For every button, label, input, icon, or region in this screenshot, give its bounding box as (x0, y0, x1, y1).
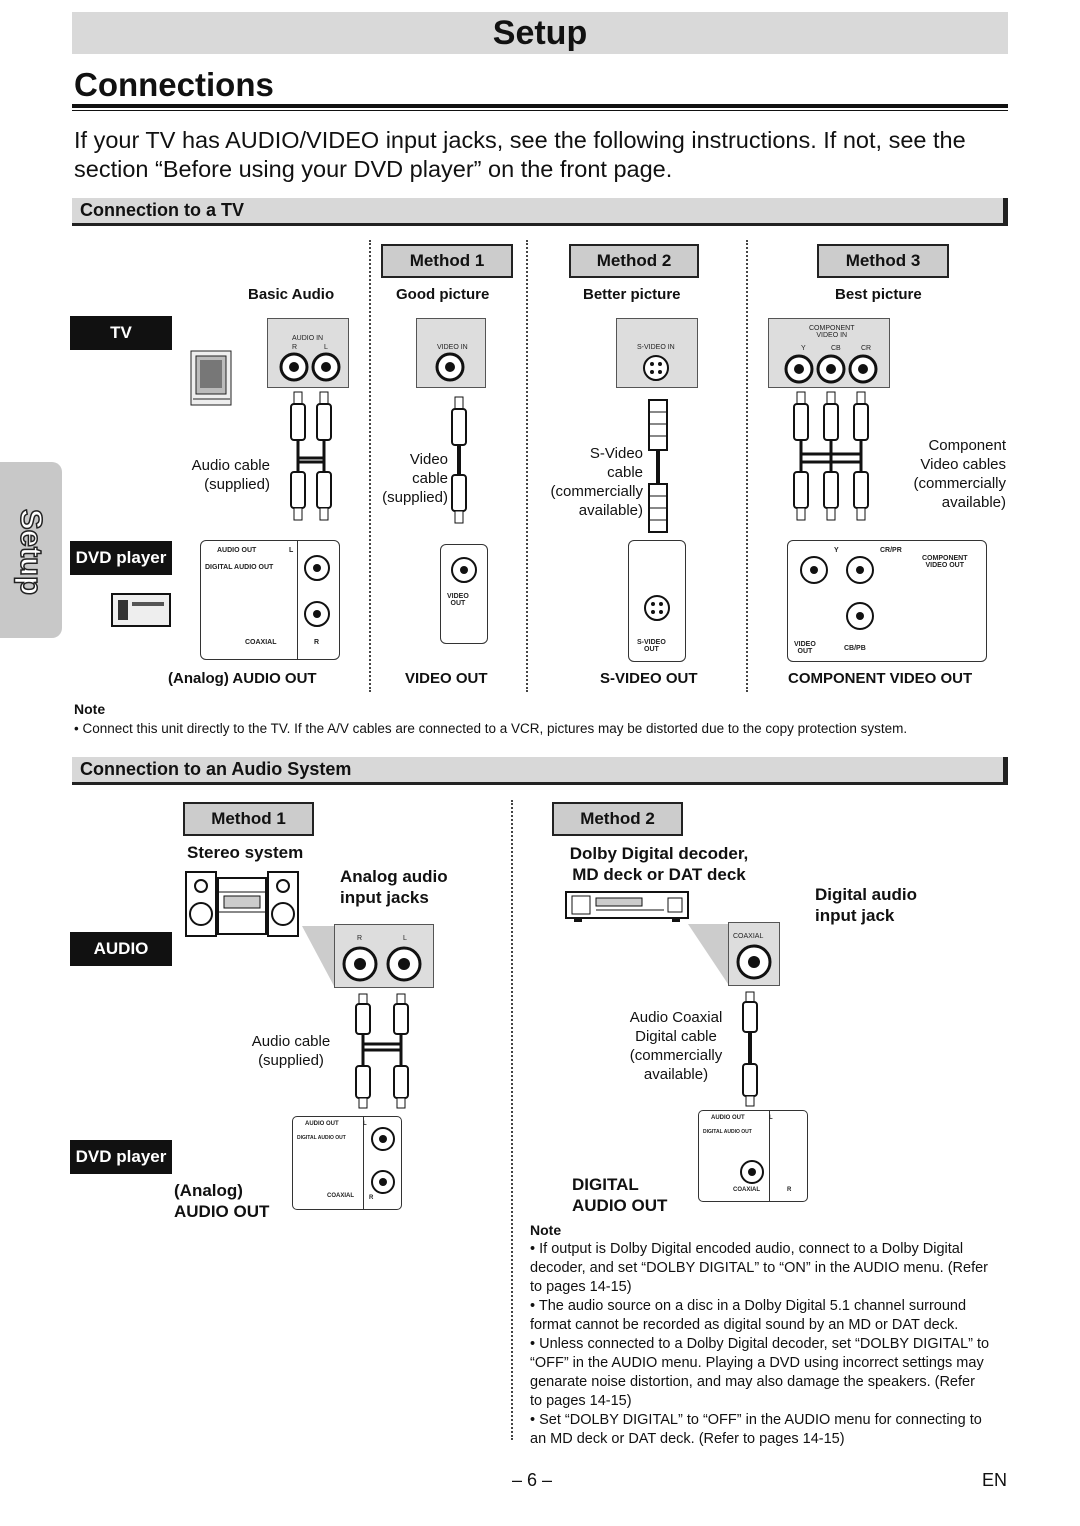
stereo-system-icon (184, 870, 300, 940)
coaxial-label: COAXIAL (733, 1187, 760, 1193)
title-rule-thin (72, 110, 1008, 111)
audio-notes (530, 1240, 990, 1449)
best-picture-label: Best picture (835, 286, 922, 303)
l-label: L (324, 344, 328, 351)
rca-jacks-icon (279, 352, 343, 382)
r-label: R (357, 935, 363, 942)
digital-audio-out-label: DIGITAL AUDIO OUT (703, 1129, 752, 1135)
section-title: Setup (492, 14, 588, 52)
tv-note: • Connect this unit directly to the TV. If the A/V cables are connected to a VCR, pictures may be distorted due to the copy protection system. (74, 721, 908, 736)
audio-note-item: • If output is Dolby Digital encoded audio, connect to a Dolby Digital decoder, and set “DOLBY DIGITAL” to “ON” in the AUDIO menu. (Refer to pages 14-15) (530, 1241, 989, 1295)
coaxial-jack-icon (734, 944, 774, 980)
language-marker: EN (982, 1470, 1008, 1490)
audio-out-label: AUDIO OUT (217, 547, 257, 554)
better-picture-label: Better picture (583, 286, 681, 303)
l-label: L (289, 547, 294, 554)
svideo-cable-label: S-Video cable (commercially available) (550, 445, 643, 519)
digital-audio-out-label-2: DIGITAL AUDIO OUT (572, 1175, 668, 1215)
component-video-out-caption: COMPONENT VIDEO OUT (788, 670, 973, 687)
page-number: – 6 – (512, 1470, 553, 1490)
r-label: R (369, 1195, 374, 1201)
audio-note-item: • The audio source on a disc in a Dolby Digital 5.1 channel surround format cannot be recorded as digital sound by an MD or DAT deck. (530, 1298, 967, 1333)
rca-jacks-icon (340, 946, 430, 982)
audio-cable-label: Audio cable (supplied) (191, 457, 270, 493)
rca-jack-icon (450, 556, 478, 584)
audio-section-heading (72, 757, 1008, 785)
component-cable-icon (788, 390, 878, 530)
side-tab (0, 462, 62, 638)
l-label: L (363, 1121, 367, 1127)
tv-device-label: TV (70, 316, 172, 350)
coaxial-label: COAXIAL (245, 639, 277, 646)
svideo-cable-icon (645, 398, 671, 538)
l-label: L (769, 1115, 773, 1121)
coaxial-out-jack-icon (738, 1158, 766, 1186)
video-in-label: VIDEO IN (437, 344, 468, 351)
method-1-label: Method 1 (381, 244, 513, 278)
component-in-label: COMPONENT VIDEO IN (809, 325, 855, 339)
audio-note-title: Note (530, 1222, 562, 1238)
audio-out-label: AUDIO OUT (711, 1115, 745, 1121)
video-out-label: VIDEO OUT (447, 593, 469, 607)
svideo-out-label: S-VIDEO OUT (637, 639, 666, 653)
svideo-in-label: S-VIDEO IN (637, 344, 675, 351)
component-jacks-icon (784, 354, 880, 384)
audio-note-item: • Unless connected to a Dolby Digital decoder, set “DOLBY DIGITAL” to “OFF” in the AUDIO menu. Playing a DVD using incorrect settings may genarate noise distortion, and may also damage the speakers. (Refer to pages 14-15) (530, 1336, 990, 1409)
analog-input-jacks-label: Analog audio input jacks (340, 867, 448, 907)
coaxial-label: COAXIAL (733, 933, 764, 940)
divider (511, 800, 513, 1440)
divider (526, 240, 528, 692)
coaxial-cable-label: Audio Coaxial Digital cable (commercially available) (629, 1009, 723, 1083)
section-banner (72, 12, 1008, 54)
page-title: Connections (74, 66, 274, 103)
analog-audio-out-label: (Analog) AUDIO OUT (168, 670, 317, 687)
intro-text: If your TV has AUDIO/VIDEO input jacks, see the following instructions. If not, see the section “Before using your DVD player” on the front page. (74, 127, 966, 182)
tv-note-title: Note (74, 701, 106, 717)
side-tab-label: Setup (14, 508, 49, 596)
audio-device-label: AUDIO (70, 932, 172, 966)
digital-audio-out-label: DIGITAL AUDIO OUT (205, 564, 274, 571)
cr-pr-label: CR/PR (880, 547, 902, 554)
svideo-jack-icon (642, 354, 670, 382)
r-label: R (787, 1187, 792, 1193)
good-picture-label: Good picture (396, 286, 490, 303)
l-label: L (403, 935, 407, 942)
video-out-label: VIDEO OUT (794, 641, 816, 655)
y-label: Y (801, 345, 806, 352)
digital-audio-out-label: DIGITAL AUDIO OUT (297, 1135, 346, 1141)
basic-audio-label: Basic Audio (248, 286, 335, 303)
tv-section-heading (72, 198, 1008, 226)
r-label: R (314, 639, 320, 646)
stereo-system-label: Stereo system (187, 843, 304, 862)
audio-cable-icon (285, 390, 337, 530)
svideo-out-caption: S-VIDEO OUT (600, 670, 698, 687)
audio-cable-label-2: Audio cable (supplied) (251, 1033, 331, 1069)
method-2-label: Method 2 (569, 244, 699, 278)
audio-in-label: AUDIO IN (292, 335, 324, 342)
video-cable-label: Video cable (supplied) (382, 451, 448, 506)
audio-cable-icon (352, 992, 412, 1114)
audio-section-heading-text: Connection to an Audio System (80, 759, 352, 779)
dvd-audio-jacks-icon (370, 1126, 396, 1196)
r-label: R (292, 344, 298, 351)
video-out-caption: VIDEO OUT (405, 670, 488, 687)
dvd-device-label: DVD player (70, 541, 172, 575)
method-3-label: Method 3 (817, 244, 949, 278)
cb-label: CB (831, 345, 841, 352)
digital-input-jack-label: Digital audio input jack (815, 885, 917, 925)
dvd-device-label-2: DVD player (70, 1140, 172, 1174)
title-rule (72, 104, 1008, 108)
dvd-digital-out-panel (698, 1110, 808, 1202)
component-cable-label: Component Video cables (commercially available) (913, 437, 1006, 511)
cr-label: CR (861, 345, 872, 352)
rca-jack-icon (435, 352, 465, 382)
component-out-jacks-icon (796, 554, 876, 638)
decoder-label: Dolby Digital decoder, MD deck or DAT deck (569, 844, 749, 884)
dvd-audio-jacks-icon (303, 554, 331, 628)
audio-out-label: AUDIO OUT (305, 1121, 339, 1127)
coaxial-label: COAXIAL (327, 1193, 354, 1199)
video-cable-icon (446, 395, 472, 530)
component-video-out-label: COMPONENT VIDEO OUT (922, 555, 968, 569)
svideo-jack-icon (643, 594, 671, 622)
tv-section-heading-text: Connection to a TV (80, 200, 244, 220)
audio-note-item: • Set “DOLBY DIGITAL” to “OFF” in the AUDIO menu for connecting to an MD deck or DAT deck. (Refer to pages 14-15) (530, 1412, 982, 1447)
tv-icon (190, 350, 236, 408)
divider (746, 240, 748, 692)
y-label: Y (834, 547, 839, 554)
cb-pb-label: CB/PB (844, 645, 866, 652)
audio-method-2-label: Method 2 (552, 802, 683, 836)
analog-audio-out-label-2: (Analog) AUDIO OUT (174, 1181, 270, 1221)
audio-method-1-label: Method 1 (183, 802, 314, 836)
dvd-player-icon (110, 590, 174, 630)
decoder-icon (564, 886, 692, 926)
coaxial-cable-icon (738, 990, 762, 1110)
